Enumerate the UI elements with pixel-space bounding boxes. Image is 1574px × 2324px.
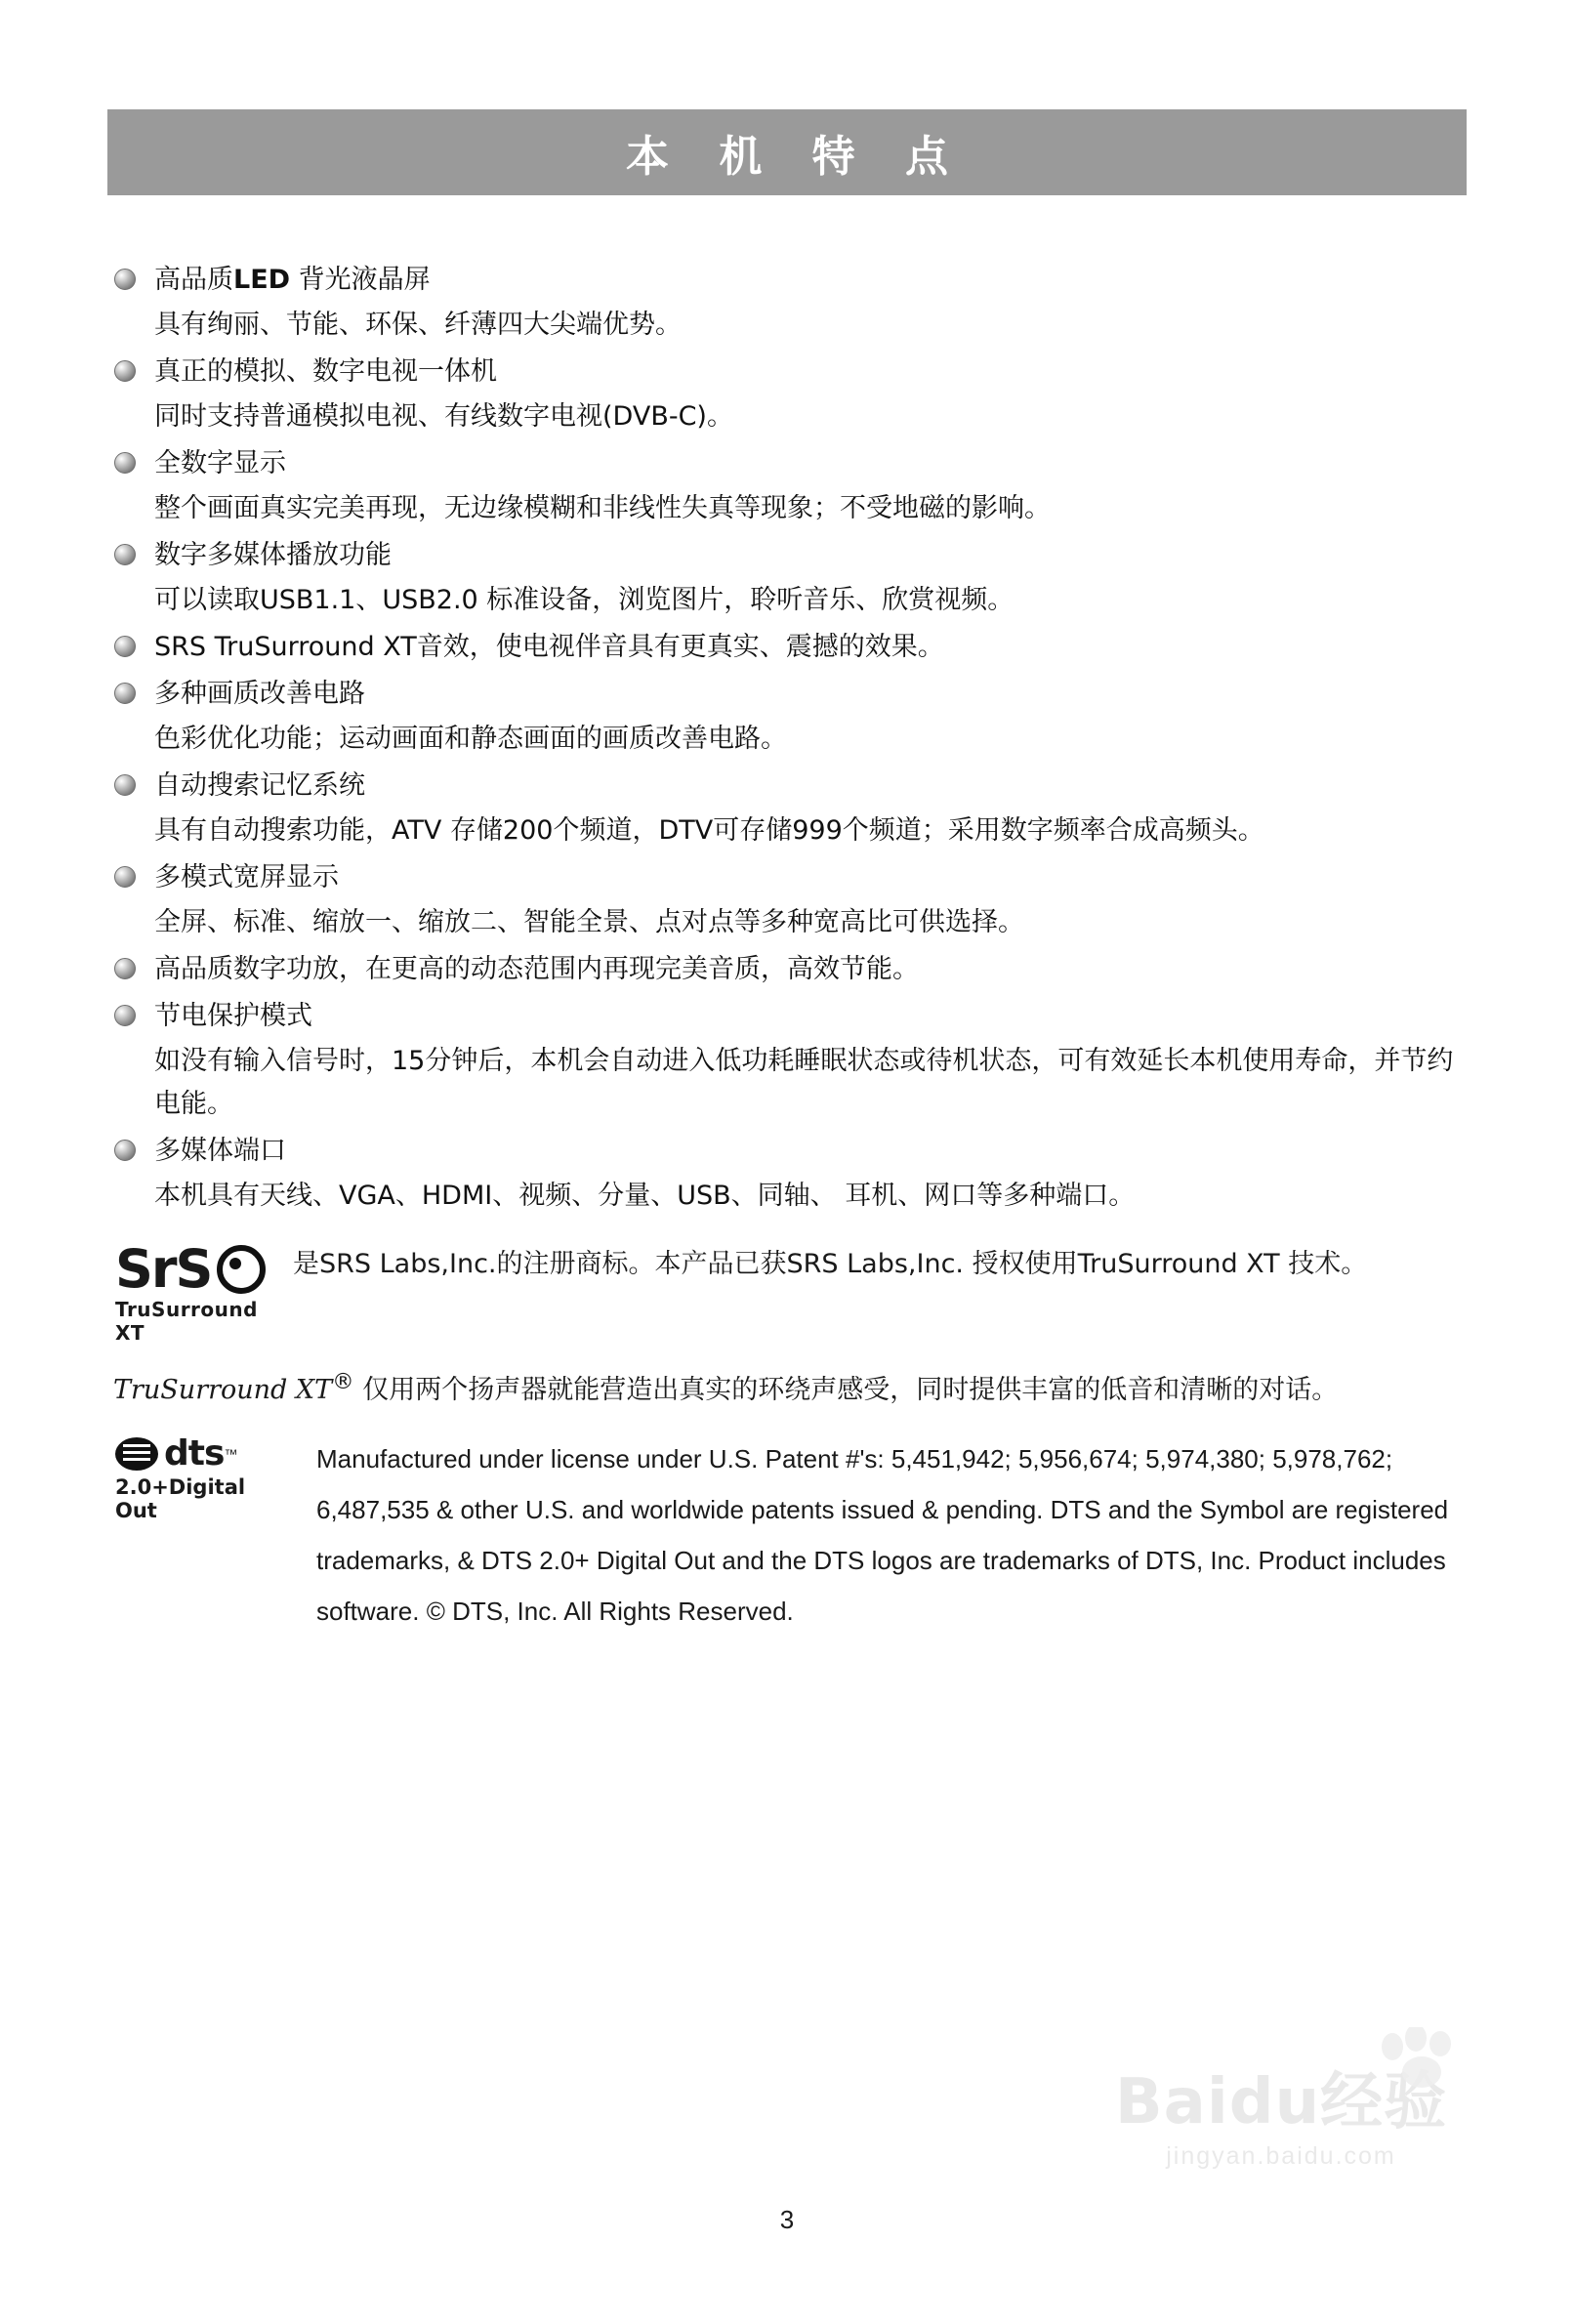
feature-desc: 具有绚丽、节能、环保、纤薄四大尖端优势。 [154,310,682,340]
list-item [107,995,1474,1126]
list-item [107,1130,1474,1218]
bullet-icon [114,544,136,565]
feature-title: 全数字显示 [154,448,286,478]
feature-title: SRS TruSurround XT音效，使电视伴音具有更真实、震撼的效果。 [154,632,944,662]
list-item [107,673,1474,761]
list-item [107,856,1474,944]
srs-logo-wordmark: SrS [115,1238,212,1300]
bullet-icon [114,1140,136,1161]
feature-title-prefix: 高品质 [154,265,233,295]
list-item [107,442,1474,530]
dts-logo-wordmark: dts [164,1433,225,1473]
feature-desc: 同时支持普通模拟电视、有线数字电视(DVB-C)。 [154,401,733,432]
bullet-icon [114,269,136,290]
dts-logo-icon [107,1433,293,1522]
feature-title: 节电保护模式 [154,1001,312,1031]
list-item [107,351,1474,438]
feature-desc: 如没有输入信号时，15分钟后，本机会自动进入低功耗睡眠状态或待机状态，可有效延长本机使用寿命，并节约电能。 [154,1046,1454,1119]
feature-title: 多媒体端口 [154,1136,286,1166]
trusurround-note-text: 仅用两个扬声器就能营造出真实的环绕声感受，同时提供丰富的低音和清晰的对话。 [353,1375,1339,1405]
list-item [107,534,1474,622]
bullet-icon [114,636,136,657]
watermark-main-text: Baidu经验 [1114,2066,1448,2138]
feature-title-suffix: 背光液晶屏 [290,265,431,295]
list-item [107,948,1474,991]
registered-mark-icon: ® [332,1369,354,1394]
features-list [107,259,1474,1637]
feature-title [107,259,1474,302]
feature-title: 多模式宽屏显示 [154,862,339,892]
feature-desc: 可以读取USB1.1、USB2.0 标准设备，浏览图片，聆听音乐、欣赏视频。 [154,585,1015,615]
bullet-icon [114,683,136,704]
trademark-mark-icon: ™ [224,1445,238,1462]
bullet-icon [114,1005,136,1026]
feature-title-bold: LED [233,265,291,295]
feature-desc: 整个画面真实完美再现，无边缘模糊和非线性失真等现象；不受地磁的影响。 [154,493,1051,523]
bullet-icon [114,774,136,796]
bullet-icon [114,452,136,474]
list-item [107,626,1474,669]
srs-logo-mark [115,1238,293,1300]
page-header-bar [107,109,1467,195]
bullet-icon [114,360,136,382]
watermark [1076,2066,1486,2171]
srs-logo-subtitle: TruSurround XT [115,1298,258,1345]
feature-title: 数字多媒体播放功能 [154,540,392,570]
list-item [107,259,1474,347]
feature-title: 自动搜索记忆系统 [154,770,365,801]
bullet-icon [114,866,136,888]
dts-logo-oval-icon [115,1437,158,1471]
page-title: 本 机 特 点 [626,132,966,182]
srs-trademark-block [107,1238,1474,1345]
page-number: 3 [779,2205,795,2234]
feature-desc: 色彩优化功能；运动画面和静态画面的画质改善电路。 [154,724,787,754]
srs-logo-circle-icon [217,1245,266,1294]
paw-icon [1379,2027,1463,2092]
dts-logo-subtitle: 2.0+Digital Out [115,1475,246,1522]
feature-desc: 全屏、标准、缩放一、缩放二、智能全景、点对点等多种宽高比可供选择。 [154,907,1024,937]
feature-title: 多种画质改善电路 [154,679,365,709]
feature-title: 高品质数字功放，在更高的动态范围内再现完美音质，高效节能。 [154,954,919,984]
srs-trademark-text: 是SRS Labs,Inc.的注册商标。本产品已获SRS Labs,Inc. 授权使用TruSurround XT 技术。 [293,1249,1368,1279]
feature-title: 真正的模拟、数字电视一体机 [154,356,497,387]
watermark-sub-text: jingyan.baidu.com [1166,2142,1396,2170]
trusurround-name: TruSurround XT [113,1375,333,1405]
bullet-icon [114,958,136,979]
list-item [107,765,1474,852]
srs-logo-icon [107,1238,293,1345]
dts-logo-mark [115,1433,293,1473]
dts-trademark-block [107,1433,1474,1637]
dts-license-text: Manufactured under license under U.S. Patent #'s: 5,451,942; 5,956,674; 5,974,380; 5,978,762; 6,487,535 & other U.S. and worldwide patents issued & pending. DTS and the Symbol are registered trademarks, & DTS 2.0+ Digital Out and the DTS logos are trademarks of DTS, Inc. Product includes software. © DTS, Inc. All Rights Reserved. [316,1444,1449,1626]
feature-desc: 具有自动搜索功能，ATV 存储200个频道，DTV可存储999个频道；采用数字频率合成高频头。 [154,815,1264,846]
trusurround-note [107,1360,1474,1412]
feature-desc: 本机具有天线、VGA、HDMI、视频、分量、USB、同轴、 耳机、网口等多种端口。 [154,1181,1136,1211]
